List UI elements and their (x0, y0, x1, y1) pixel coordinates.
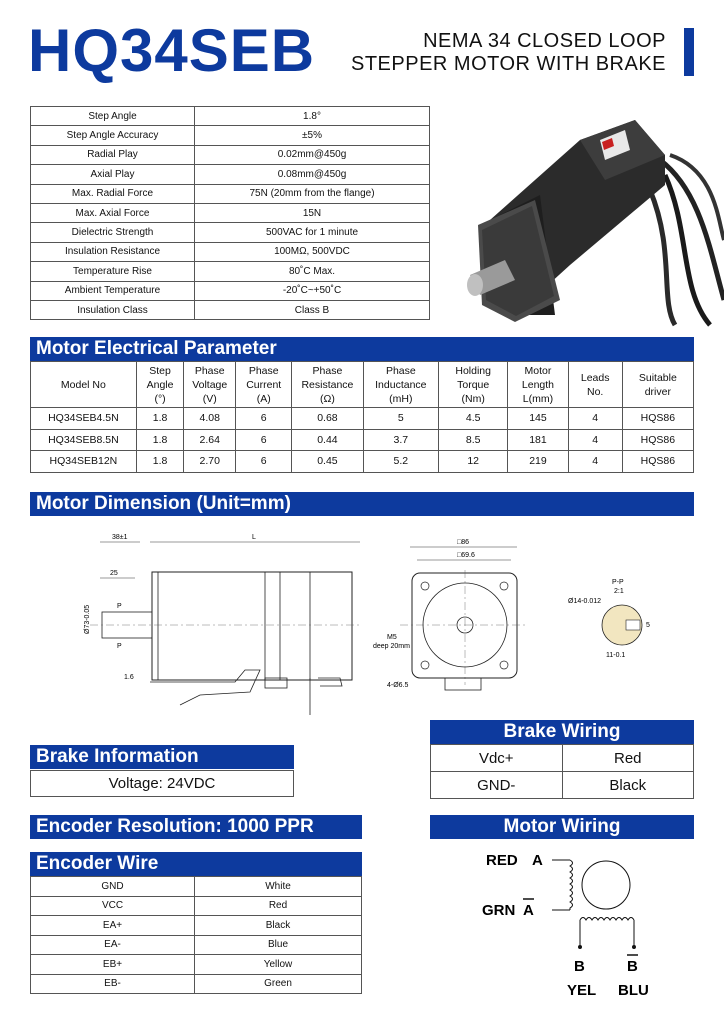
encoder-wire-table (30, 876, 362, 994)
encoder-wire-row (31, 955, 362, 975)
spec-row (31, 203, 430, 222)
electrical-header-line: Model No (60, 378, 106, 391)
encoder-wire-value: Yellow (195, 955, 362, 975)
spec-key: Insulation Class (31, 300, 195, 319)
section-dia: Ø14-0.012 (568, 598, 602, 605)
spec-key: Insulation Resistance (31, 242, 195, 261)
electrical-cell: 0.44 (292, 429, 363, 451)
encoder-wire-key: EB- (31, 974, 195, 994)
electrical-header (508, 362, 568, 408)
electrical-row (31, 429, 694, 451)
front-view-drawing (373, 535, 525, 695)
p-mark-top: P (117, 603, 122, 610)
electrical-cell: 8.5 (439, 429, 508, 451)
section-scale: 2:1 (614, 588, 624, 595)
spec-key: Ambient Temperature (31, 281, 195, 300)
electrical-header-line: (mH) (389, 392, 413, 405)
dim-dia73: Ø73-0.05 (84, 604, 91, 634)
spec-value: Class B (195, 300, 430, 319)
electrical-header-line: Holding (455, 364, 491, 377)
encoder-wire-key: EA+ (31, 916, 195, 936)
encoder-wire-value: Black (195, 916, 362, 936)
spec-value: 80˚C Max. (195, 262, 430, 281)
section-label: P-P (612, 579, 624, 586)
electrical-cell: HQS86 (622, 408, 693, 430)
electrical-cell: 4 (568, 429, 622, 451)
electrical-header (184, 362, 236, 408)
wire-grn-label: GRN (482, 902, 516, 919)
electrical-cell: 2.64 (184, 429, 236, 451)
electrical-cell: 12 (439, 451, 508, 473)
spec-key: Max. Radial Force (31, 184, 195, 203)
electrical-header-line: (Ω) (319, 392, 335, 405)
electrical-header-line: Current (246, 378, 282, 391)
encoder-wire-key: EA- (31, 935, 195, 955)
motor-wiring-title: Motor Wiring (430, 815, 694, 839)
electrical-header-line: Step (149, 364, 171, 377)
holes-label: 4-Ø6.5 (387, 682, 409, 689)
spec-table (30, 106, 430, 320)
model-title: HQ34SEB (28, 17, 316, 84)
spec-key: Temperature Rise (31, 262, 195, 281)
electrical-cell: 2.70 (184, 451, 236, 473)
electrical-cell: HQ34SEB12N (31, 451, 137, 473)
electrical-header (568, 362, 622, 408)
electrical-cell: 0.45 (292, 451, 363, 473)
p-mark-bottom: P (117, 643, 122, 650)
spec-value: 0.02mm@450g (195, 145, 430, 164)
spec-row (31, 126, 430, 145)
encoder-wire-row (31, 935, 362, 955)
electrical-header (439, 362, 508, 408)
electrical-header-line: (V) (202, 392, 217, 405)
brake-wiring-value: Black (562, 772, 694, 799)
electrical-header-line: Motor (524, 364, 552, 377)
electrical-header-line: Resistance (301, 378, 354, 391)
spec-key: Radial Play (31, 145, 195, 164)
brake-wiring-row (431, 772, 694, 799)
electrical-cell: HQ34SEB8.5N (31, 429, 137, 451)
electrical-cell: 4.5 (439, 408, 508, 430)
spec-value: 75N (20mm from the flange) (195, 184, 430, 203)
wire-blu-label: BLU (618, 982, 649, 999)
brake-wiring-key: Vdc+ (431, 745, 563, 772)
electrical-header-line: Suitable (638, 371, 677, 384)
encoder-wire-value: Red (195, 896, 362, 916)
electrical-cell: 145 (508, 408, 568, 430)
section-key: 5 (646, 622, 650, 629)
m5-label: M5 (387, 634, 397, 641)
electrical-header-line: Torque (457, 378, 490, 391)
brake-voltage: Voltage: 24VDC (30, 770, 294, 797)
spec-row (31, 145, 430, 164)
spec-key: Dielectric Strength (31, 223, 195, 242)
spec-row (31, 223, 430, 242)
electrical-header-line: (A) (256, 392, 271, 405)
electrical-cell: HQS86 (622, 451, 693, 473)
electrical-cell: 4 (568, 408, 622, 430)
encoder-wire-value: Green (195, 974, 362, 994)
electrical-header-line: Phase (248, 364, 279, 377)
encoder-resolution: Encoder Resolution: 1000 PPR (30, 815, 362, 839)
electrical-header (236, 362, 292, 408)
spec-row (31, 300, 430, 319)
encoder-wire-row (31, 916, 362, 936)
encoder-wire-title: Encoder Wire (30, 852, 362, 876)
brake-wiring-value: Red (562, 745, 694, 772)
brake-wiring-key: GND- (431, 772, 563, 799)
spec-key: Axial Play (31, 165, 195, 184)
dim-38: 38±1 (112, 534, 128, 541)
electrical-cell: HQ34SEB4.5N (31, 408, 137, 430)
electrical-cell: 0.68 (292, 408, 363, 430)
electrical-header-line: Leads (580, 371, 610, 384)
motor-photo (460, 100, 724, 325)
encoder-wire-value: White (195, 877, 362, 897)
electrical-cell: 181 (508, 429, 568, 451)
brake-wiring-row (431, 745, 694, 772)
electrical-cell: 5 (363, 408, 439, 430)
subtitle-line-1: NEMA 34 CLOSED LOOP (423, 30, 666, 52)
spec-row (31, 184, 430, 203)
dim-L: L (252, 534, 256, 541)
electrical-header-line: L(mm) (522, 392, 554, 405)
electrical-row (31, 451, 694, 473)
spec-row (31, 165, 430, 184)
electrical-header-line: (°) (154, 392, 166, 405)
electrical-row (31, 408, 694, 430)
motor-wiring-diagram (470, 845, 670, 1005)
electrical-cell: 6 (236, 451, 292, 473)
electrical-header (136, 362, 184, 408)
encoder-wire-key: VCC (31, 896, 195, 916)
accent-bar (684, 28, 694, 76)
electrical-cell: 4.08 (184, 408, 236, 430)
electrical-header-line: (Nm) (461, 392, 485, 405)
spec-row (31, 262, 430, 281)
brake-wiring-title: Brake Wiring (430, 720, 694, 744)
electrical-header-line: Angle (146, 378, 174, 391)
spec-key: Max. Axial Force (31, 203, 195, 222)
encoder-wire-row (31, 896, 362, 916)
dim-1-6: 1.6 (124, 674, 134, 681)
section-view-drawing (560, 575, 670, 665)
spec-value: 100MΩ, 500VDC (195, 242, 430, 261)
electrical-cell: 219 (508, 451, 568, 473)
electrical-cell: 4 (568, 451, 622, 473)
wire-yel-label: YEL (567, 982, 597, 999)
electrical-header (31, 362, 137, 408)
electrical-header (292, 362, 363, 408)
encoder-wire-row (31, 974, 362, 994)
electrical-header-line: Length (521, 378, 555, 391)
spec-value: 15N (195, 203, 430, 222)
dimension-band-title: Motor Dimension (Unit=mm) (30, 492, 694, 516)
electrical-header (622, 362, 693, 408)
wire-b-label: B (574, 958, 585, 975)
spec-row (31, 242, 430, 261)
electrical-cell: 5.2 (363, 451, 439, 473)
subtitle-line-2: STEPPER MOTOR WITH BRAKE (351, 53, 666, 75)
electrical-cell: 3.7 (363, 429, 439, 451)
spec-value: -20˚C~+50˚C (195, 281, 430, 300)
spec-value: ±5% (195, 126, 430, 145)
electrical-cell: 1.8 (136, 451, 184, 473)
side-view-drawing (80, 530, 370, 730)
dim-sq86: □86 (457, 539, 470, 546)
brake-wiring-table (430, 744, 694, 799)
electrical-header-line: Voltage (192, 378, 228, 391)
wire-a-label: A (532, 852, 543, 869)
electrical-header-line: driver (644, 385, 671, 398)
spec-row (31, 281, 430, 300)
encoder-wire-row (31, 877, 362, 897)
electrical-header-line: Phase (312, 364, 343, 377)
encoder-wire-value: Blue (195, 935, 362, 955)
spec-value: 0.08mm@450g (195, 165, 430, 184)
encoder-wire-key: GND (31, 877, 195, 897)
electrical-header-line: No. (587, 385, 604, 398)
electrical-header-line: Phase (385, 364, 416, 377)
spec-row (31, 107, 430, 126)
electrical-cell: 6 (236, 429, 292, 451)
electrical-cell: 1.8 (136, 429, 184, 451)
spec-key: Step Angle (31, 107, 195, 126)
electrical-table (30, 361, 694, 473)
electrical-header-line: Phase (194, 364, 225, 377)
product-subtitle (351, 30, 666, 76)
wire-bbar-label: B (627, 958, 638, 975)
electrical-band-title: Motor Electrical Parameter (30, 337, 694, 361)
electrical-header (363, 362, 439, 408)
dim-25: 25 (110, 570, 118, 577)
wire-abar-label: A (523, 902, 534, 919)
encoder-wire-key: EB+ (31, 955, 195, 975)
electrical-header-line: Inductance (375, 378, 427, 391)
electrical-cell: 1.8 (136, 408, 184, 430)
spec-value: 500VAC for 1 minute (195, 223, 430, 242)
brake-info-title: Brake Information (30, 745, 294, 769)
electrical-cell: HQS86 (622, 429, 693, 451)
dim-sq69: □69.6 (457, 552, 475, 559)
deep-label: deep 20mm (373, 643, 410, 650)
spec-key: Step Angle Accuracy (31, 126, 195, 145)
electrical-cell: 6 (236, 408, 292, 430)
wire-red-label: RED (486, 852, 518, 869)
spec-value: 1.8° (195, 107, 430, 126)
section-width: 11-0.1 (606, 652, 626, 659)
